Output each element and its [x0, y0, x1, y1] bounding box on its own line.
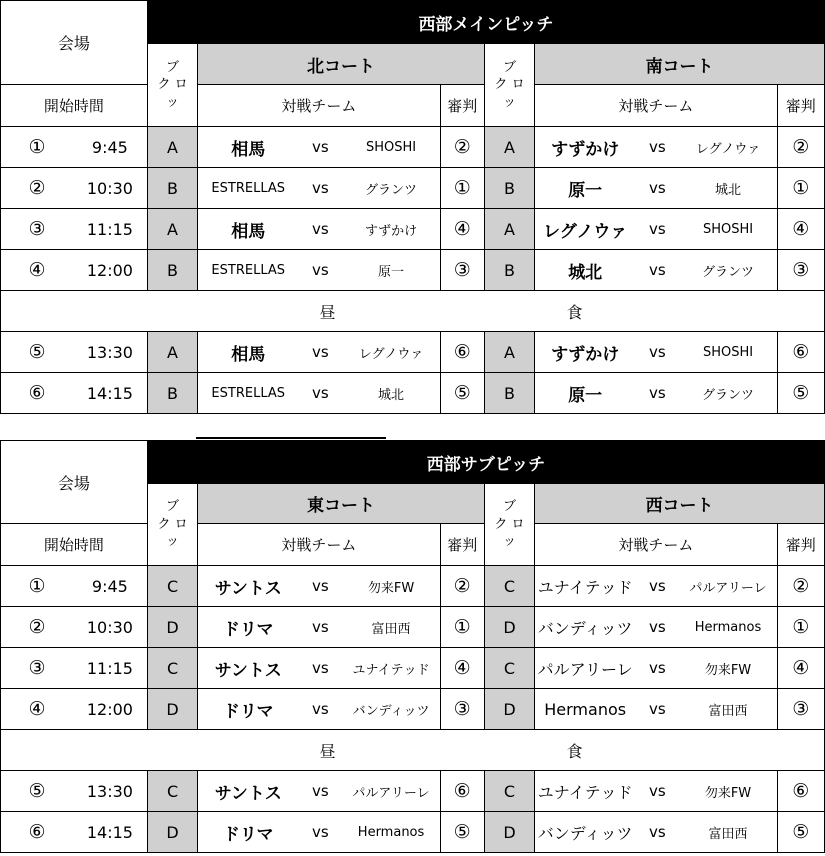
lunch-label: 食 — [566, 302, 583, 322]
block-cell: C — [484, 566, 534, 607]
home-team: ESTRELLAS — [198, 168, 299, 209]
block-header: ブ ク ロ ッ — [147, 484, 197, 566]
block-header: ブ ク ロ ッ — [147, 44, 197, 127]
block-cell: C — [484, 771, 534, 812]
lunch-label: 昼 — [319, 302, 336, 322]
home-team: ESTRELLAS — [198, 373, 299, 414]
referee-cell: ③ — [777, 250, 824, 291]
block-cell: C — [147, 648, 197, 689]
away-team: 城北 — [679, 168, 777, 209]
start-time: 10:30 — [73, 168, 147, 209]
referee-header: 審判 — [440, 524, 484, 566]
lunch-label: 昼 — [319, 741, 336, 761]
away-team: レグノウァ — [343, 332, 441, 373]
start-time: 11:15 — [73, 648, 147, 689]
away-team: レグノウァ — [679, 127, 777, 168]
away-team: 富田西 — [343, 607, 441, 648]
away-team: グランツ — [343, 168, 441, 209]
vs-label: vs — [298, 566, 342, 607]
match-row — [1, 373, 825, 414]
block-cell: C — [147, 771, 197, 812]
match-row — [1, 607, 825, 648]
match-number: ② — [1, 607, 73, 648]
block-cell: B — [147, 250, 197, 291]
referee-cell: ② — [777, 127, 824, 168]
away-team: グランツ — [679, 250, 777, 291]
block-cell: B — [147, 373, 197, 414]
away-team: 勿来FW — [679, 648, 777, 689]
block-cell: B — [147, 168, 197, 209]
away-team: パルアリーレ — [679, 566, 777, 607]
match-row — [1, 566, 825, 607]
home-team: バンディッツ — [535, 607, 636, 648]
home-team: ユナイテッド — [535, 566, 636, 607]
vs-label: vs — [635, 332, 679, 373]
start-time: 14:15 — [73, 373, 147, 414]
vs-label: vs — [635, 648, 679, 689]
vs-label: vs — [298, 607, 342, 648]
away-team: Hermanos — [343, 812, 441, 853]
home-team: すずかけ — [535, 332, 636, 373]
matchup-header: 対戦チーム — [535, 85, 777, 127]
block-cell: A — [147, 127, 197, 168]
referee-cell: ④ — [440, 209, 484, 250]
block-cell: B — [484, 168, 534, 209]
match-number: ③ — [1, 648, 73, 689]
home-team: ドリマ — [198, 812, 299, 853]
block-cell: A — [484, 332, 534, 373]
court-right-title: 南コート — [535, 44, 825, 85]
referee-cell: ⑤ — [440, 373, 484, 414]
vs-label: vs — [298, 250, 342, 291]
vs-label: vs — [635, 607, 679, 648]
away-team: SHOSHI — [679, 332, 777, 373]
start-time: 9:45 — [73, 566, 147, 607]
vs-label: vs — [635, 566, 679, 607]
start-time: 12:00 — [73, 689, 147, 730]
vs-label: vs — [635, 209, 679, 250]
divider-line — [196, 437, 386, 439]
match-row — [1, 332, 825, 373]
vs-label: vs — [635, 373, 679, 414]
away-team: 富田西 — [679, 689, 777, 730]
block-cell: A — [147, 332, 197, 373]
match-row — [1, 127, 825, 168]
referee-cell: ① — [440, 607, 484, 648]
referee-cell: ⑥ — [440, 332, 484, 373]
lunch-label: 食 — [566, 741, 583, 761]
vs-label: vs — [298, 771, 342, 812]
away-team: パルアリーレ — [343, 771, 441, 812]
away-team: すずかけ — [343, 209, 441, 250]
home-team: バンディッツ — [535, 812, 636, 853]
referee-cell: ⑤ — [777, 373, 824, 414]
referee-cell: ① — [440, 168, 484, 209]
referee-cell: ③ — [440, 250, 484, 291]
away-team: 勿来FW — [343, 566, 441, 607]
referee-header: 審判 — [777, 85, 824, 127]
referee-cell: ⑤ — [777, 812, 824, 853]
start-time-header: 開始時間 — [1, 85, 148, 127]
block-cell: D — [484, 607, 534, 648]
home-team: サントス — [198, 771, 299, 812]
match-number: ⑤ — [1, 771, 73, 812]
vs-label: vs — [635, 812, 679, 853]
referee-cell: ① — [777, 168, 824, 209]
block-cell: C — [147, 566, 197, 607]
referee-header: 審判 — [777, 524, 824, 566]
block-cell: D — [147, 607, 197, 648]
away-team: 富田西 — [679, 812, 777, 853]
block-cell: C — [484, 648, 534, 689]
match-row — [1, 168, 825, 209]
court-left-title: 東コート — [198, 484, 485, 524]
match-number: ④ — [1, 689, 73, 730]
section-title: 西部メインピッチ — [147, 1, 824, 44]
home-team: サントス — [198, 566, 299, 607]
start-time: 14:15 — [73, 812, 147, 853]
vs-label: vs — [298, 689, 342, 730]
home-team: 原一 — [535, 168, 636, 209]
away-team: 城北 — [343, 373, 441, 414]
venue-header: 会場 — [1, 1, 148, 85]
match-row — [1, 689, 825, 730]
match-number: ④ — [1, 250, 73, 291]
block-cell: D — [484, 689, 534, 730]
away-team: 原一 — [343, 250, 441, 291]
start-time: 11:15 — [73, 209, 147, 250]
referee-header: 審判 — [440, 85, 484, 127]
matchup-header: 対戦チーム — [198, 524, 440, 566]
home-team: 原一 — [535, 373, 636, 414]
match-row — [1, 648, 825, 689]
vs-label: vs — [298, 648, 342, 689]
vs-label: vs — [635, 689, 679, 730]
vs-label: vs — [298, 209, 342, 250]
match-row — [1, 250, 825, 291]
away-team: SHOSHI — [679, 209, 777, 250]
referee-cell: ⑤ — [440, 812, 484, 853]
home-team: Hermanos — [535, 689, 636, 730]
block-cell: B — [484, 373, 534, 414]
referee-cell: ② — [440, 566, 484, 607]
home-team: 相馬 — [198, 332, 299, 373]
home-team: 相馬 — [198, 127, 299, 168]
start-time: 10:30 — [73, 607, 147, 648]
referee-cell: ⑥ — [440, 771, 484, 812]
sub-pitch-schedule — [0, 440, 825, 853]
referee-cell: ① — [777, 607, 824, 648]
referee-cell: ③ — [440, 689, 484, 730]
referee-cell: ③ — [777, 689, 824, 730]
vs-label: vs — [298, 373, 342, 414]
main-pitch-schedule — [0, 0, 825, 414]
referee-cell: ④ — [777, 209, 824, 250]
match-number: ⑥ — [1, 812, 73, 853]
referee-cell: ⑥ — [777, 332, 824, 373]
matchup-header: 対戦チーム — [535, 524, 777, 566]
block-cell: A — [147, 209, 197, 250]
match-number: ① — [1, 566, 73, 607]
home-team: ユナイテッド — [535, 771, 636, 812]
match-number: ② — [1, 168, 73, 209]
block-cell: A — [484, 127, 534, 168]
match-row — [1, 812, 825, 853]
vs-label: vs — [635, 250, 679, 291]
home-team: すずかけ — [535, 127, 636, 168]
referee-cell: ⑥ — [777, 771, 824, 812]
section-title: 西部サブピッチ — [147, 441, 824, 484]
referee-cell: ④ — [440, 648, 484, 689]
start-time: 13:30 — [73, 332, 147, 373]
block-cell: D — [147, 812, 197, 853]
vs-label: vs — [298, 812, 342, 853]
home-team: ESTRELLAS — [198, 250, 299, 291]
match-row — [1, 209, 825, 250]
match-number: ⑥ — [1, 373, 73, 414]
block-cell: B — [484, 250, 534, 291]
vs-label: vs — [298, 332, 342, 373]
away-team: 勿来FW — [679, 771, 777, 812]
away-team: グランツ — [679, 373, 777, 414]
match-row — [1, 771, 825, 812]
matchup-header: 対戦チーム — [198, 85, 440, 127]
home-team: サントス — [198, 648, 299, 689]
home-team: ドリマ — [198, 607, 299, 648]
away-team: Hermanos — [679, 607, 777, 648]
vs-label: vs — [635, 771, 679, 812]
home-team: ドリマ — [198, 689, 299, 730]
start-time: 13:30 — [73, 771, 147, 812]
home-team: 城北 — [535, 250, 636, 291]
lunch-break-row — [1, 291, 825, 332]
referee-cell: ④ — [777, 648, 824, 689]
away-team: バンディッツ — [343, 689, 441, 730]
match-number: ① — [1, 127, 73, 168]
start-time: 9:45 — [73, 127, 147, 168]
vs-label: vs — [635, 168, 679, 209]
start-time: 12:00 — [73, 250, 147, 291]
away-team: SHOSHI — [343, 127, 441, 168]
away-team: ユナイテッド — [343, 648, 441, 689]
vs-label: vs — [298, 168, 342, 209]
court-left-title: 北コート — [198, 44, 485, 85]
start-time-header: 開始時間 — [1, 524, 148, 566]
match-number: ③ — [1, 209, 73, 250]
block-header: ブ ク ロ ッ — [484, 44, 534, 127]
venue-header: 会場 — [1, 441, 148, 524]
referee-cell: ② — [440, 127, 484, 168]
court-right-title: 西コート — [535, 484, 825, 524]
block-cell: D — [484, 812, 534, 853]
referee-cell: ② — [777, 566, 824, 607]
home-team: 相馬 — [198, 209, 299, 250]
home-team: レグノウァ — [535, 209, 636, 250]
lunch-break-row — [1, 730, 825, 771]
match-number: ⑤ — [1, 332, 73, 373]
block-cell: D — [147, 689, 197, 730]
vs-label: vs — [635, 127, 679, 168]
vs-label: vs — [298, 127, 342, 168]
block-cell: A — [484, 209, 534, 250]
home-team: パルアリーレ — [535, 648, 636, 689]
block-header: ブ ク ロ ッ — [484, 484, 534, 566]
